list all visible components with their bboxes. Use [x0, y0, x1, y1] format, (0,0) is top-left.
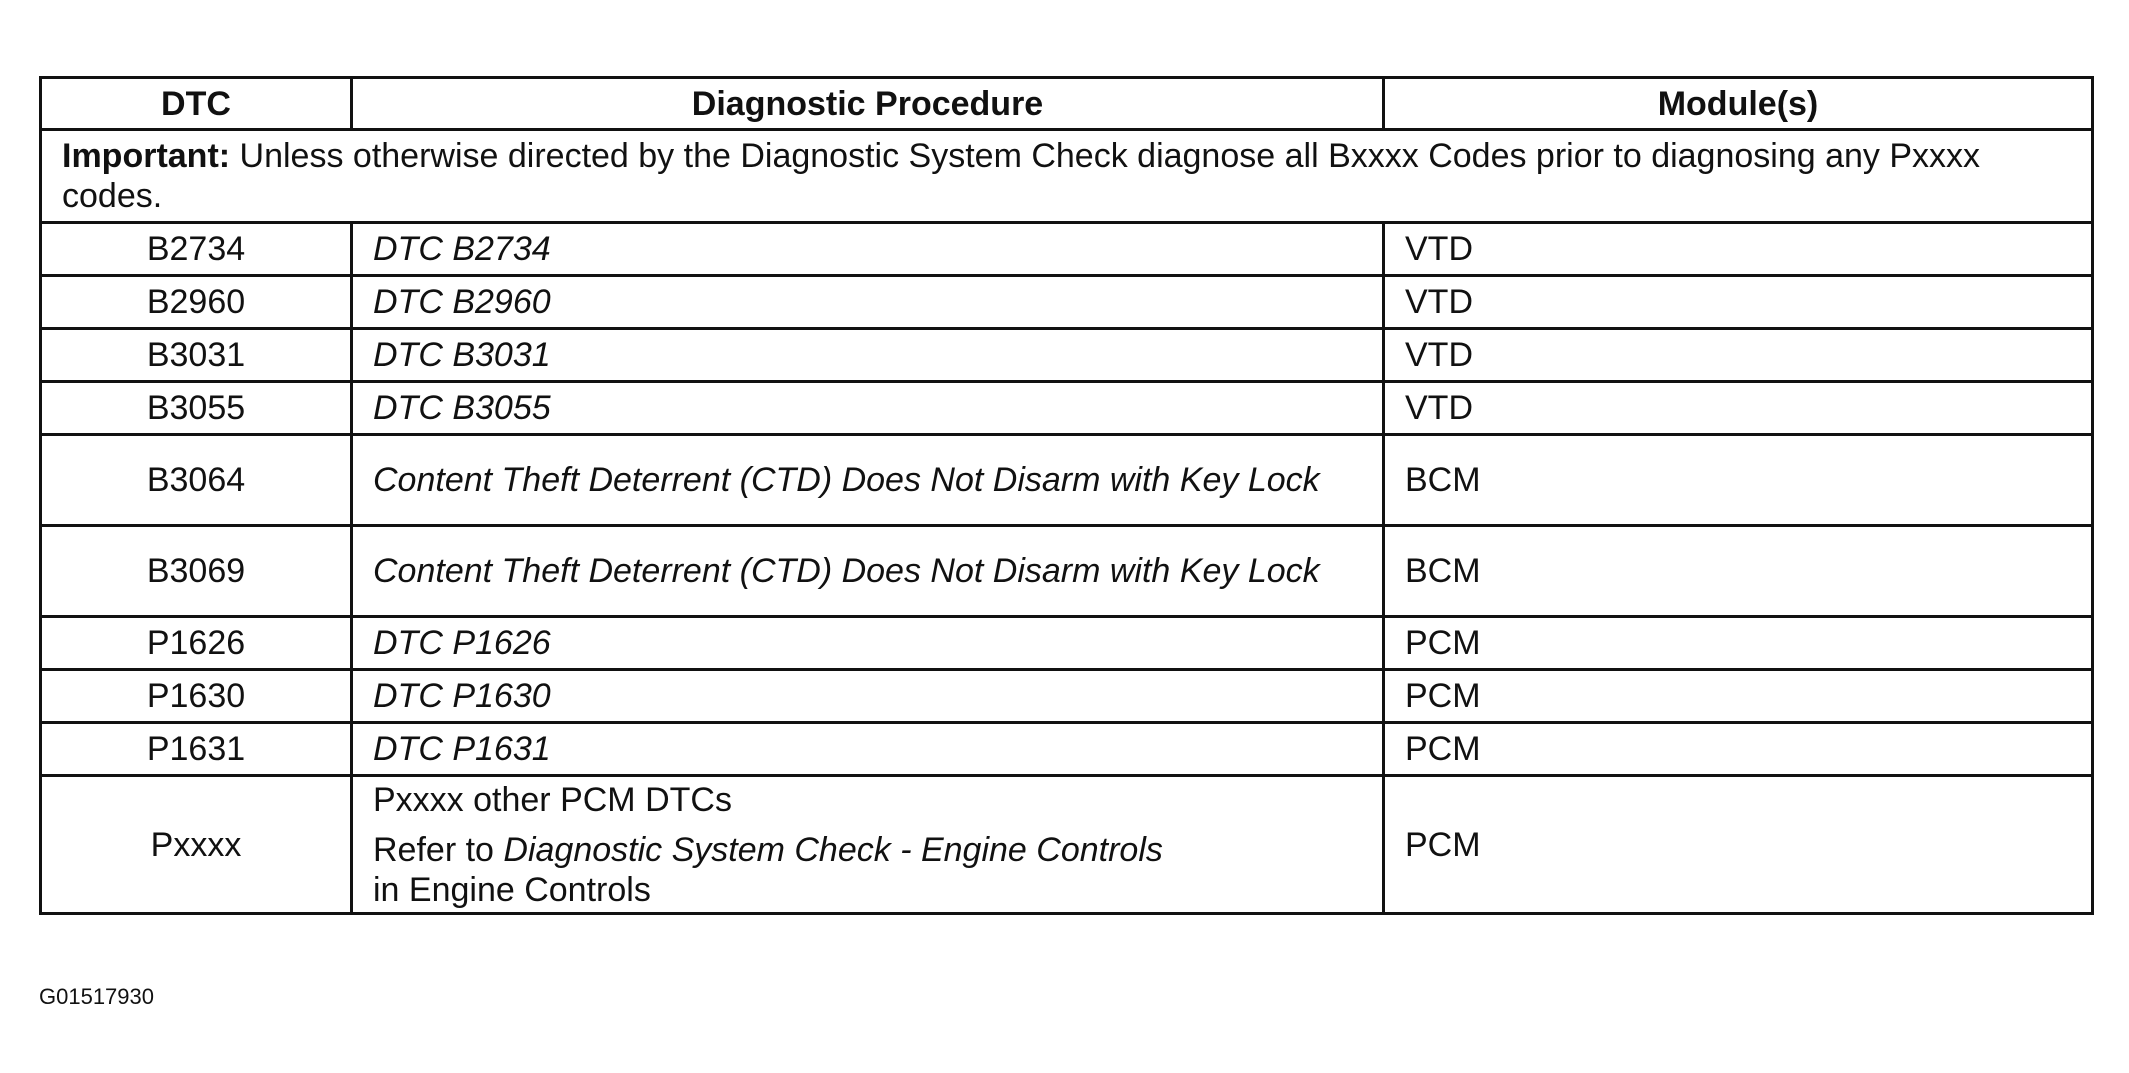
dtc-code: B3069 [41, 526, 352, 617]
procedure-link[interactable]: DTC B2960 [352, 276, 1384, 329]
procedure-link[interactable]: Content Theft Deterrent (CTD) Does Not Disarm with Key Lock [352, 526, 1384, 617]
dtc-code: B3064 [41, 435, 352, 526]
table-row-other-pcm [41, 776, 2093, 914]
procedure-link[interactable]: Content Theft Deterrent (CTD) Does Not Disarm with Key Lock [352, 435, 1384, 526]
module-name: VTD [1384, 223, 2093, 276]
header-row [41, 78, 2093, 130]
table-row [41, 435, 2093, 526]
dtc-code: Pxxxx [41, 776, 352, 914]
engine-controls-link[interactable]: Diagnostic System Check - Engine Controls [503, 830, 1163, 869]
dtc-table [39, 76, 2094, 915]
procedure-link[interactable]: DTC P1626 [352, 617, 1384, 670]
module-name: PCM [1384, 670, 2093, 723]
important-text: Unless otherwise directed by the Diagnostic System Check diagnose all Bxxxx Codes prior to diagnosing any Pxxxx codes. [62, 137, 1981, 215]
dtc-code: B2734 [41, 223, 352, 276]
refer-prefix: Refer to [373, 830, 504, 869]
dtc-table-wrapper [39, 76, 2091, 915]
dtc-code: P1631 [41, 723, 352, 776]
procedure-link[interactable]: DTC B3055 [352, 382, 1384, 435]
dtc-code: P1630 [41, 670, 352, 723]
procedure-cell-other [352, 776, 1384, 914]
procedure-link[interactable]: DTC P1631 [352, 723, 1384, 776]
procedure-link[interactable]: DTC B2734 [352, 223, 1384, 276]
table-row [41, 723, 2093, 776]
module-name: PCM [1384, 723, 2093, 776]
header-modules: Module(s) [1384, 78, 2093, 130]
dtc-code: B3031 [41, 329, 352, 382]
module-name: BCM [1384, 526, 2093, 617]
procedure-link[interactable]: DTC B3031 [352, 329, 1384, 382]
module-name: VTD [1384, 329, 2093, 382]
module-name: PCM [1384, 776, 2093, 914]
table-row [41, 526, 2093, 617]
module-name: VTD [1384, 276, 2093, 329]
dtc-code: B3055 [41, 382, 352, 435]
dtc-code: P1626 [41, 617, 352, 670]
figure-id: G01517930 [39, 984, 154, 1009]
table-row [41, 617, 2093, 670]
important-label: Important: [62, 137, 231, 175]
important-note-row [41, 130, 2093, 223]
module-name: BCM [1384, 435, 2093, 526]
module-name: PCM [1384, 617, 2093, 670]
dtc-code: B2960 [41, 276, 352, 329]
table-row [41, 223, 2093, 276]
module-name: VTD [1384, 382, 2093, 435]
table-row [41, 329, 2093, 382]
table-row [41, 382, 2093, 435]
header-dtc: DTC [41, 78, 352, 130]
header-procedure: Diagnostic Procedure [352, 78, 1384, 130]
procedure-link[interactable]: DTC P1630 [352, 670, 1384, 723]
refer-to-text [373, 830, 1362, 910]
refer-suffix: in Engine Controls [373, 870, 651, 909]
other-pcm-dtcs-text: Pxxxx other PCM DTCs [373, 780, 732, 819]
table-row [41, 670, 2093, 723]
important-note [41, 130, 2093, 223]
table-row [41, 276, 2093, 329]
